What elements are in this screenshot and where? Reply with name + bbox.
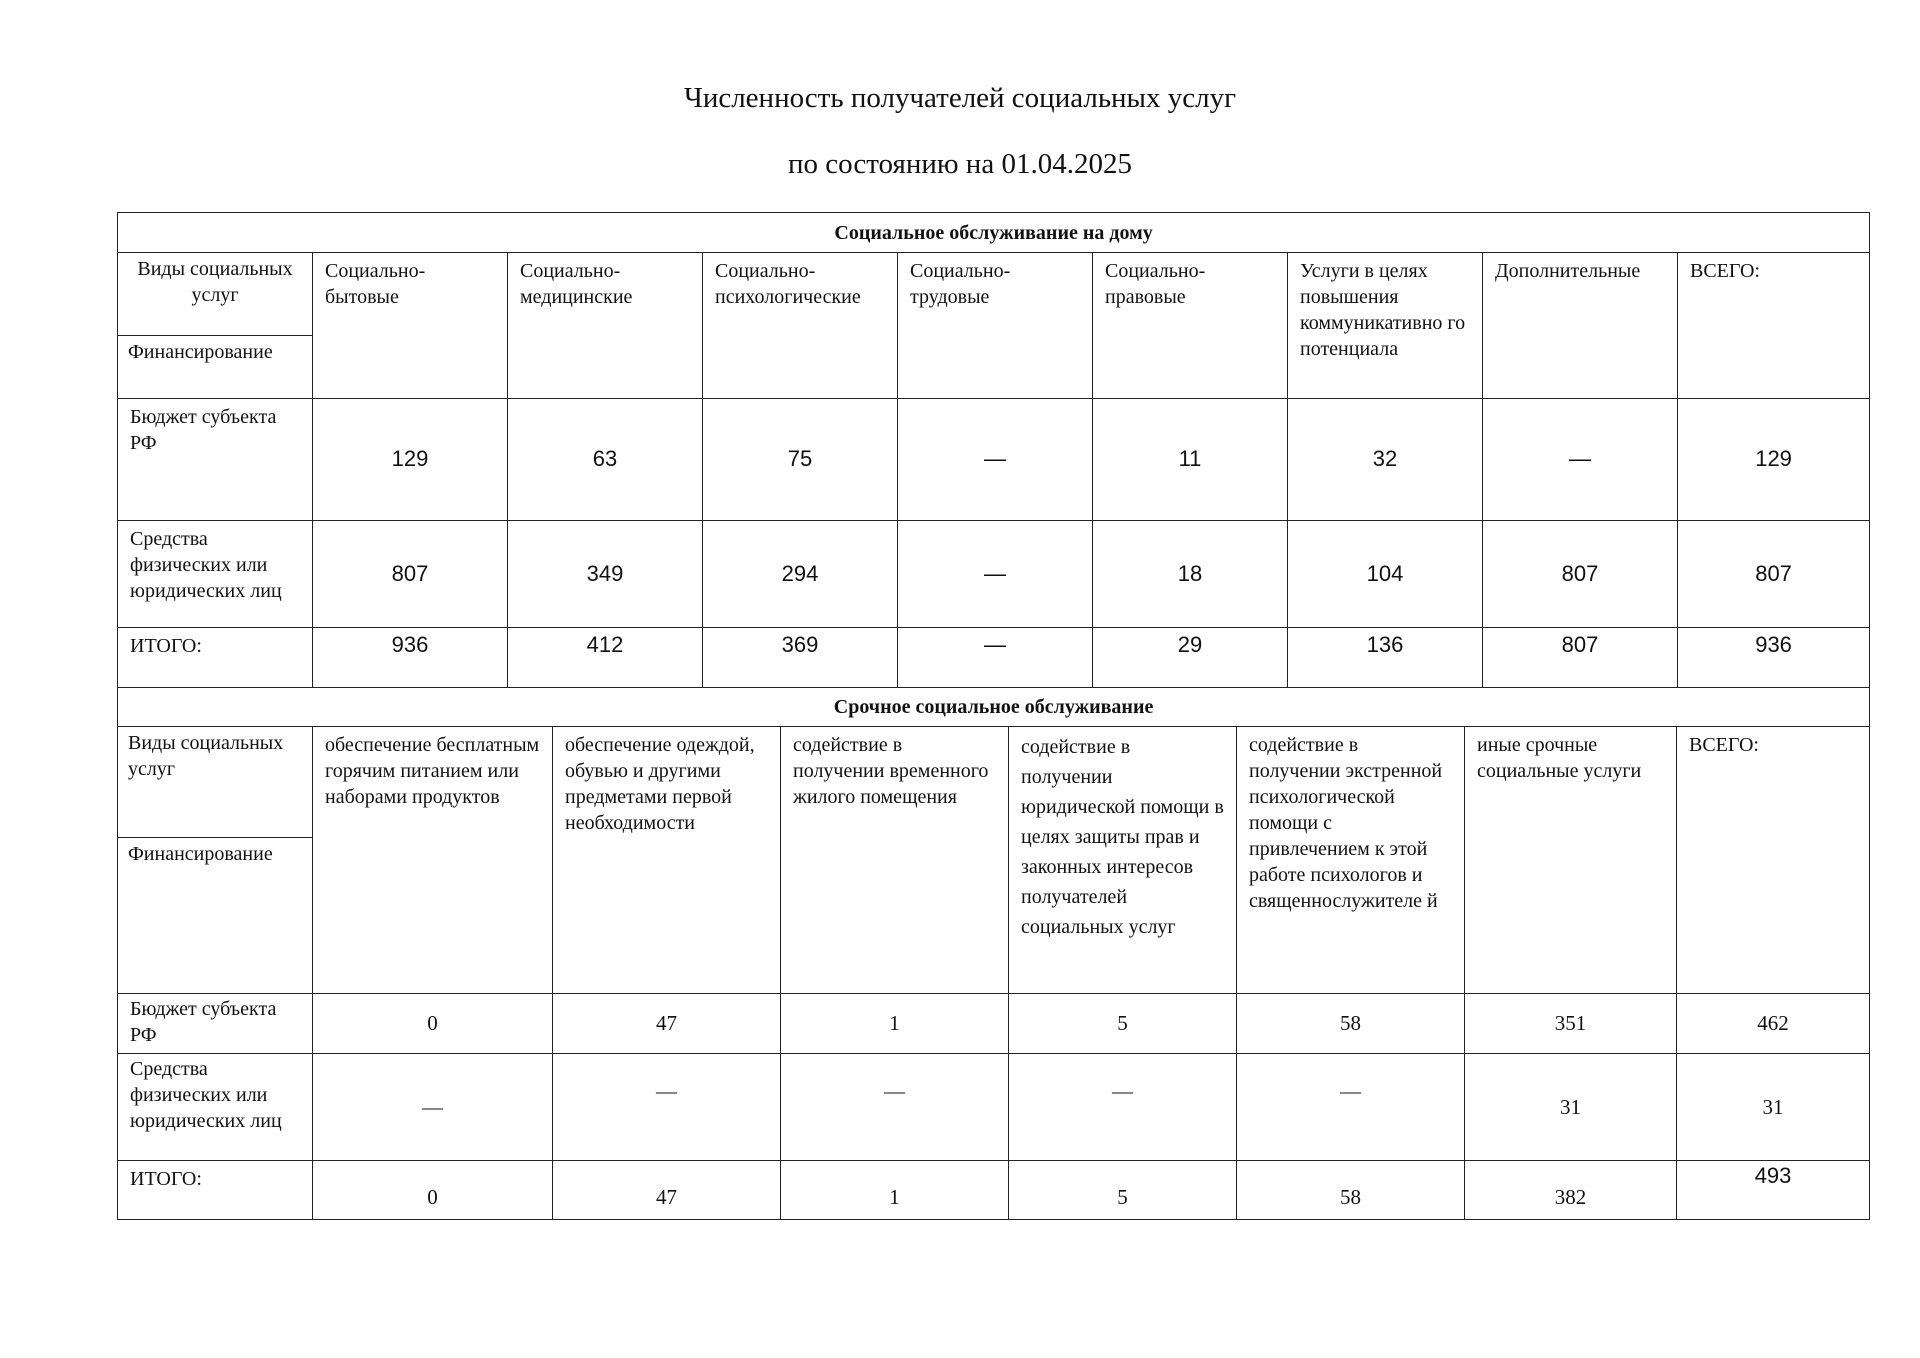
urgent-corner-cell xyxy=(118,727,313,994)
table-row xyxy=(118,521,1870,628)
table-row xyxy=(118,1054,1870,1161)
value-cell: 0 xyxy=(313,994,553,1054)
urgent-col-header: содействие в получении временного жилого помещения xyxy=(781,727,1009,994)
corner-financing-label: Финансирование xyxy=(128,843,273,865)
value-cell: 104 xyxy=(1288,521,1483,628)
value-cell: 47 xyxy=(553,994,781,1054)
value-cell: 493 xyxy=(1677,1161,1870,1220)
urgent-col-header: иные срочные социальные услуги xyxy=(1465,727,1677,994)
value-cell: 136 xyxy=(1288,628,1483,688)
value-cell: 807 xyxy=(1678,521,1870,628)
value-cell: 369 xyxy=(703,628,898,688)
row-label: Бюджет субъекта РФ xyxy=(118,399,313,521)
urgent-col-header: ВСЕГО: xyxy=(1677,727,1870,994)
value-cell: 58 xyxy=(1237,1161,1465,1220)
value-cell: 807 xyxy=(1483,521,1678,628)
value-cell: 382 xyxy=(1465,1161,1677,1220)
value-cell: — xyxy=(1237,1054,1465,1161)
table-row xyxy=(118,399,1870,521)
table-row xyxy=(118,1161,1870,1220)
row-label: ИТОГО: xyxy=(118,1161,313,1220)
home-service-table xyxy=(117,212,1870,688)
value-cell: 31 xyxy=(1465,1054,1677,1161)
value-cell: — xyxy=(1009,1054,1237,1161)
home-col-header: Дополнительные xyxy=(1483,253,1678,399)
home-col-header: Услуги в целях повышения коммуникативно го потенциала xyxy=(1288,253,1483,399)
table-row xyxy=(118,628,1870,688)
value-cell: — xyxy=(898,521,1093,628)
value-cell: — xyxy=(898,628,1093,688)
urgent-col-header: обеспечение бесплатным горячим питанием или наборами продуктов xyxy=(313,727,553,994)
row-label: Средства физических или юридических лиц xyxy=(118,521,313,628)
home-col-header: Социально-медицинские xyxy=(508,253,703,399)
row-label: Средства физических или юридических лиц xyxy=(118,1054,313,1161)
value-cell: 349 xyxy=(508,521,703,628)
urgent-col-header: содействие в получении юридической помощи в целях защиты прав и законных интересов получателей социальных услуг xyxy=(1009,727,1237,994)
table-row xyxy=(118,994,1870,1054)
value-cell: 462 xyxy=(1677,994,1870,1054)
urgent-service-table xyxy=(117,687,1870,1220)
corner-services-label: Виды социальных услуг xyxy=(118,253,312,336)
value-cell: 1 xyxy=(781,994,1009,1054)
value-cell: 936 xyxy=(313,628,508,688)
home-col-header: ВСЕГО: xyxy=(1678,253,1870,399)
value-cell: — xyxy=(781,1054,1009,1161)
value-cell: 47 xyxy=(553,1161,781,1220)
home-col-header: Социально-правовые xyxy=(1093,253,1288,399)
home-col-header: Социально-трудовые xyxy=(898,253,1093,399)
home-service-heading: Социальное обслуживание на дому xyxy=(118,213,1870,253)
document-subtitle: по состоянию на 01.04.2025 xyxy=(788,148,1132,180)
value-cell: 75 xyxy=(703,399,898,521)
value-cell: 936 xyxy=(1678,628,1870,688)
value-cell: 11 xyxy=(1093,399,1288,521)
value-cell: 63 xyxy=(508,399,703,521)
document-title: Численность получателей социальных услуг xyxy=(683,82,1237,114)
home-corner-cell xyxy=(118,253,313,399)
urgent-col-header: обеспечение одеждой, обувью и другими предметами первой необходимости xyxy=(553,727,781,994)
corner-services-label: Виды социальных услуг xyxy=(118,727,312,838)
row-label: Бюджет субъекта РФ xyxy=(118,994,313,1054)
value-cell: 18 xyxy=(1093,521,1288,628)
value-cell: 129 xyxy=(1678,399,1870,521)
value-cell: 807 xyxy=(313,521,508,628)
value-cell: 29 xyxy=(1093,628,1288,688)
value-cell: 5 xyxy=(1009,994,1237,1054)
value-cell: 351 xyxy=(1465,994,1677,1054)
value-cell: — xyxy=(313,1054,553,1161)
value-cell: 0 xyxy=(313,1161,553,1220)
value-cell: 1 xyxy=(781,1161,1009,1220)
value-cell: 5 xyxy=(1009,1161,1237,1220)
value-cell: 294 xyxy=(703,521,898,628)
value-cell: 31 xyxy=(1677,1054,1870,1161)
value-cell: 32 xyxy=(1288,399,1483,521)
home-col-header: Социально-психологические xyxy=(703,253,898,399)
home-col-header: Социально-бытовые xyxy=(313,253,508,399)
value-cell: — xyxy=(1483,399,1678,521)
value-cell: 129 xyxy=(313,399,508,521)
value-cell: 807 xyxy=(1483,628,1678,688)
row-label: ИТОГО: xyxy=(118,628,313,688)
value-cell: — xyxy=(898,399,1093,521)
urgent-col-header: содействие в получении экстренной психологической помощи с привлечением к этой работе психологов и священнослужителе й xyxy=(1237,727,1465,994)
value-cell: 58 xyxy=(1237,994,1465,1054)
urgent-service-heading: Срочное социальное обслуживание xyxy=(118,688,1870,727)
corner-financing-label: Финансирование xyxy=(128,341,273,363)
value-cell: — xyxy=(553,1054,781,1161)
value-cell: 412 xyxy=(508,628,703,688)
